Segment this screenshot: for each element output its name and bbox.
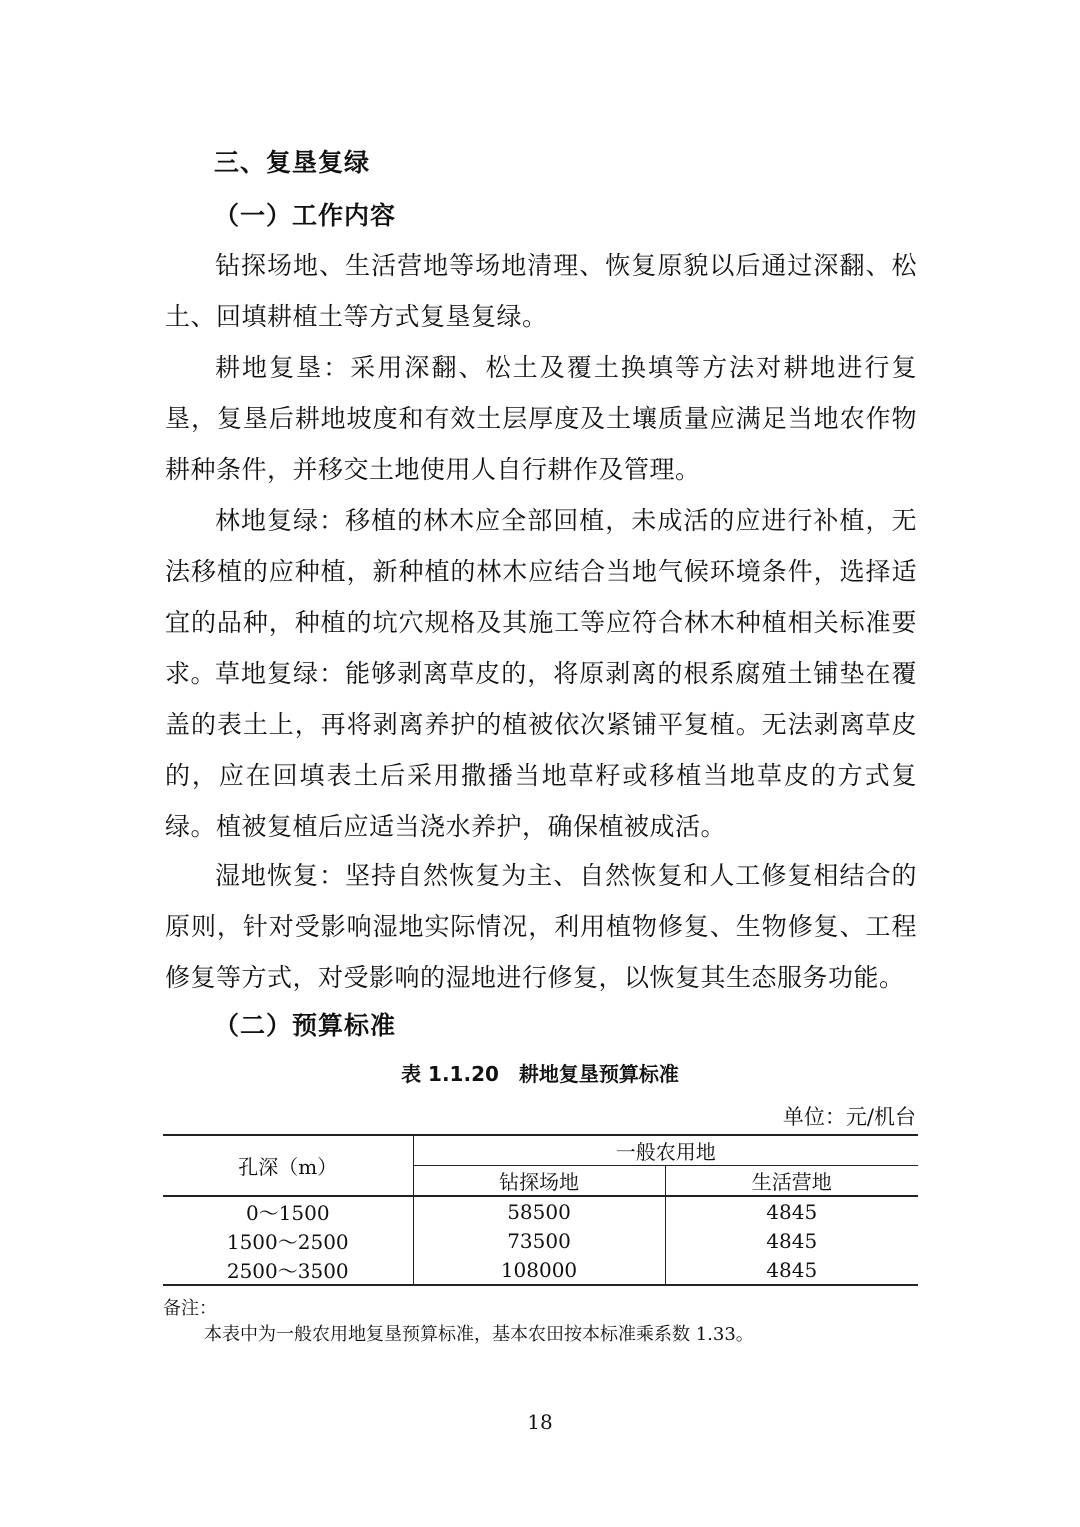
header-general-farmland: 一般农用地: [413, 1135, 918, 1166]
cell-drilling-site: 73500: [413, 1226, 665, 1255]
table-row: [163, 1196, 918, 1226]
cell-depth: 2500～3500: [163, 1255, 413, 1285]
header-hole-depth: 孔深（m）: [163, 1135, 413, 1196]
cell-drilling-site: 108000: [413, 1255, 665, 1285]
cell-depth: 0～1500: [163, 1196, 413, 1226]
cell-living-camp: 4845: [665, 1196, 918, 1226]
page-number: 18: [527, 1410, 553, 1434]
paragraph-wetland: 湿地恢复：坚持自然恢复为主、自然恢复和人工修复相结合的原则，针对受影响湿地实际情况，利用植物修复、生物修复、工程修复等方式，对受影响的湿地进行修复，以恢复其生态服务功能。: [165, 861, 917, 992]
header-living-camp: 生活营地: [665, 1166, 918, 1197]
table-row: [163, 1255, 918, 1285]
section-title: 三、复垦复绿: [214, 148, 371, 177]
paragraph-farmland: 耕地复垦：采用深翻、松土及覆土换填等方法对耕地进行复垦，复垦后耕地坡度和有效土层厚度及土壤质量应满足当地农作物耕种条件，并移交土地使用人自行耕作及管理。: [165, 353, 917, 484]
note-label: 备注：: [163, 1298, 217, 1319]
cell-depth: 1500～2500: [163, 1226, 413, 1255]
paragraph-forest: 林地复绿：移植的林木应全部回植，未成活的应进行补植，无法移植的应种植，新种植的林木应结合当地气候环境条件，选择适宜的品种，种植的坑穴规格及其施工等应符合林木种植相关标准要求。: [165, 506, 917, 688]
subsection-title-budget: （二）预算标准: [214, 1011, 397, 1040]
note-text: 本表中为一般农用地复垦预算标准，基本农田按本标准乘系数 1.33。: [204, 1324, 754, 1345]
table-unit: 单位：元/机台: [782, 1105, 916, 1129]
cell-living-camp: 4845: [665, 1226, 918, 1255]
paragraph-grassland: 草地复绿：能够剥离草皮的，将原剥离的根系腐殖土铺垫在覆盖的表土上，再将剥离养护的植被依次紧铺平复植。无法剥离草皮的，应在回填表土后采用撒播当地草籽或移植当地草皮的方式复绿。植被复植后应适当浇水养护，确保植被成活。: [165, 659, 917, 841]
subsection-title-work-content: （一）工作内容: [214, 201, 397, 230]
table-caption: 表 1.1.20 耕地复垦预算标准: [401, 1062, 679, 1086]
header-drilling-site: 钻探场地: [413, 1166, 665, 1197]
budget-table: [163, 1134, 918, 1286]
cell-living-camp: 4845: [665, 1255, 918, 1285]
table-row: [163, 1226, 918, 1255]
paragraph-intro: 钻探场地、生活营地等场地清理、恢复原貌以后通过深翻、松土、回填耕植土等方式复垦复绿。: [165, 251, 917, 331]
cell-drilling-site: 58500: [413, 1196, 665, 1226]
